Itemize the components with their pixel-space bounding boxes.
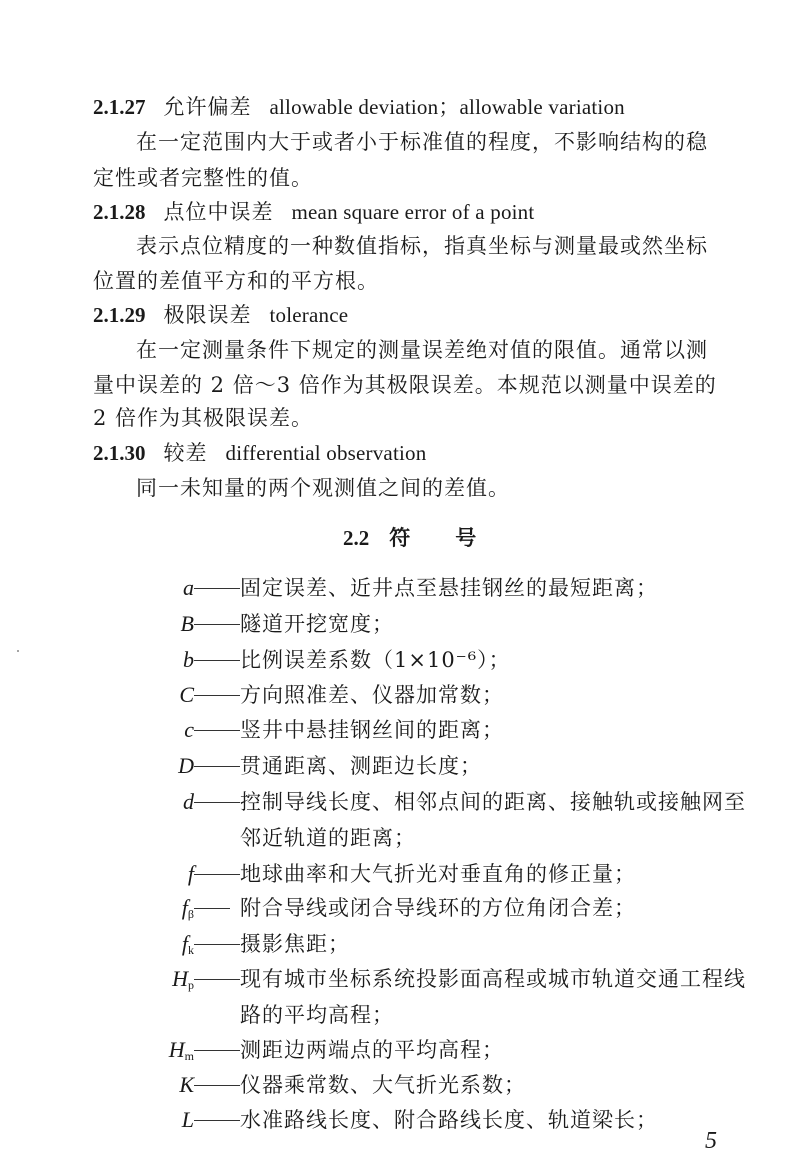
definition-term-en: allowable deviation；allowable variation <box>269 95 625 119</box>
definition-body: 位置的差值平方和的平方根。 <box>93 269 379 293</box>
em-dash <box>194 730 240 731</box>
definition-term-en: differential observation <box>225 441 427 465</box>
definition-heading-2-1-30 <box>93 439 426 467</box>
definition-body: 同一未知量的两个观测值之间的差值。 <box>136 476 510 500</box>
symbol-description: 摄影焦距； <box>240 932 350 956</box>
definition-body: 在一定范围内大于或者小于标准值的程度，不影响结构的稳 <box>136 130 708 154</box>
symbol-row <box>0 1106 800 1134</box>
definition-number: 2.1.29 <box>93 303 146 327</box>
symbol-description: 隧道开挖宽度； <box>240 612 394 636</box>
em-dash <box>194 802 240 803</box>
definition-term-zh: 极限误差 <box>163 303 252 327</box>
definition-term-en: mean square error of a point <box>291 200 535 224</box>
definition-heading-2-1-28 <box>93 198 534 226</box>
symbol-description: 贯通距离、测距边长度； <box>240 754 482 778</box>
em-dash <box>194 588 240 589</box>
symbol-row <box>0 1071 800 1099</box>
symbol-description: 水准路线长度、附合路线长度、轨道梁长； <box>240 1108 658 1132</box>
symbol-row <box>0 930 800 958</box>
symbol-row <box>0 716 800 744</box>
definition-heading-2-1-29 <box>93 301 348 329</box>
em-dash <box>194 660 240 661</box>
definition-term-en: tolerance <box>269 303 349 327</box>
symbol-row <box>0 788 800 852</box>
definition-number: 2.1.28 <box>93 200 146 224</box>
symbol-row <box>0 574 800 602</box>
symbol: b <box>183 647 194 672</box>
symbol: $f_k$ <box>181 931 194 957</box>
definition-body: 2 倍作为其极限误差。 <box>93 406 314 430</box>
symbol: K <box>179 1072 194 1097</box>
symbol-description: 固定误差、近井点至悬挂钢丝的最短距离； <box>240 576 658 600</box>
definition-body: 在一定测量条件下规定的测量误差绝对值的限值。通常以测 <box>136 338 708 362</box>
symbol-description: 附合导线或闭合导线环的方位角闭合差； <box>240 896 636 920</box>
em-dash <box>194 624 240 625</box>
symbol: c <box>184 717 194 742</box>
em-dash <box>194 874 240 875</box>
symbol: $H_m$ <box>168 1037 194 1063</box>
section-title: 符 号 <box>389 525 478 550</box>
page-number: 5 <box>705 1128 717 1154</box>
definition-term-zh: 允许偏差 <box>163 95 252 119</box>
em-dash <box>194 1085 240 1086</box>
em-dash <box>194 1120 240 1121</box>
symbol-description: 测距边两端点的平均高程； <box>240 1038 504 1062</box>
definition-heading-2-1-27 <box>93 93 625 121</box>
symbol-description: 比例误差系数（1×10⁻⁶）； <box>240 648 511 672</box>
symbol-description: 竖井中悬挂钢丝间的距离； <box>240 718 504 742</box>
symbol: $H_p$ <box>172 966 194 992</box>
symbol-row <box>0 681 800 709</box>
section-heading <box>343 524 477 552</box>
symbol: d <box>183 789 194 814</box>
symbol-description: 现有城市坐标系统投影面高程或城市轨道交通工程线 <box>240 967 746 991</box>
em-dash <box>194 908 230 909</box>
section-number: 2.2 <box>343 526 370 550</box>
definition-number: 2.1.30 <box>93 441 146 465</box>
symbol: f <box>187 861 194 886</box>
symbol-row <box>0 894 800 922</box>
definition-term-zh: 点位中误差 <box>163 200 274 224</box>
symbol: D <box>178 753 194 778</box>
symbol-row <box>0 752 800 780</box>
definition-term-zh: 较差 <box>163 441 208 465</box>
symbol-description: 仪器乘常数、大气折光系数； <box>240 1073 526 1097</box>
symbol-description: 方向照准差、仪器加常数； <box>240 683 504 707</box>
symbol-description-continued: 邻近轨道的距离； <box>240 826 416 850</box>
definition-number: 2.1.27 <box>93 95 146 119</box>
symbol-row <box>0 860 800 888</box>
symbol-row <box>0 1036 800 1064</box>
symbol-row <box>0 610 800 638</box>
symbol-description: 地球曲率和大气折光对垂直角的修正量； <box>240 862 636 886</box>
symbol: a <box>183 575 194 600</box>
em-dash <box>194 944 240 945</box>
symbol: C <box>179 682 194 707</box>
symbol-row <box>0 965 800 1029</box>
symbol-row <box>0 646 800 674</box>
definition-body: 量中误差的 2 倍～3 倍作为其极限误差。本规范以测量中误差的 <box>93 373 717 397</box>
em-dash <box>194 1050 240 1051</box>
symbol-description: 控制导线长度、相邻点间的距离、接触轨或接触网至 <box>240 790 746 814</box>
em-dash <box>194 766 240 767</box>
symbol: L <box>181 1107 194 1132</box>
symbol-description-continued: 路的平均高程； <box>240 1003 394 1027</box>
definition-body: 定性或者完整性的值。 <box>93 166 313 190</box>
em-dash <box>194 695 240 696</box>
symbol: $f_\beta$ <box>181 895 194 921</box>
symbol: B <box>180 611 194 636</box>
definition-body: 表示点位精度的一种数值指标，指真坐标与测量最或然坐标 <box>136 234 708 258</box>
em-dash <box>194 979 240 980</box>
